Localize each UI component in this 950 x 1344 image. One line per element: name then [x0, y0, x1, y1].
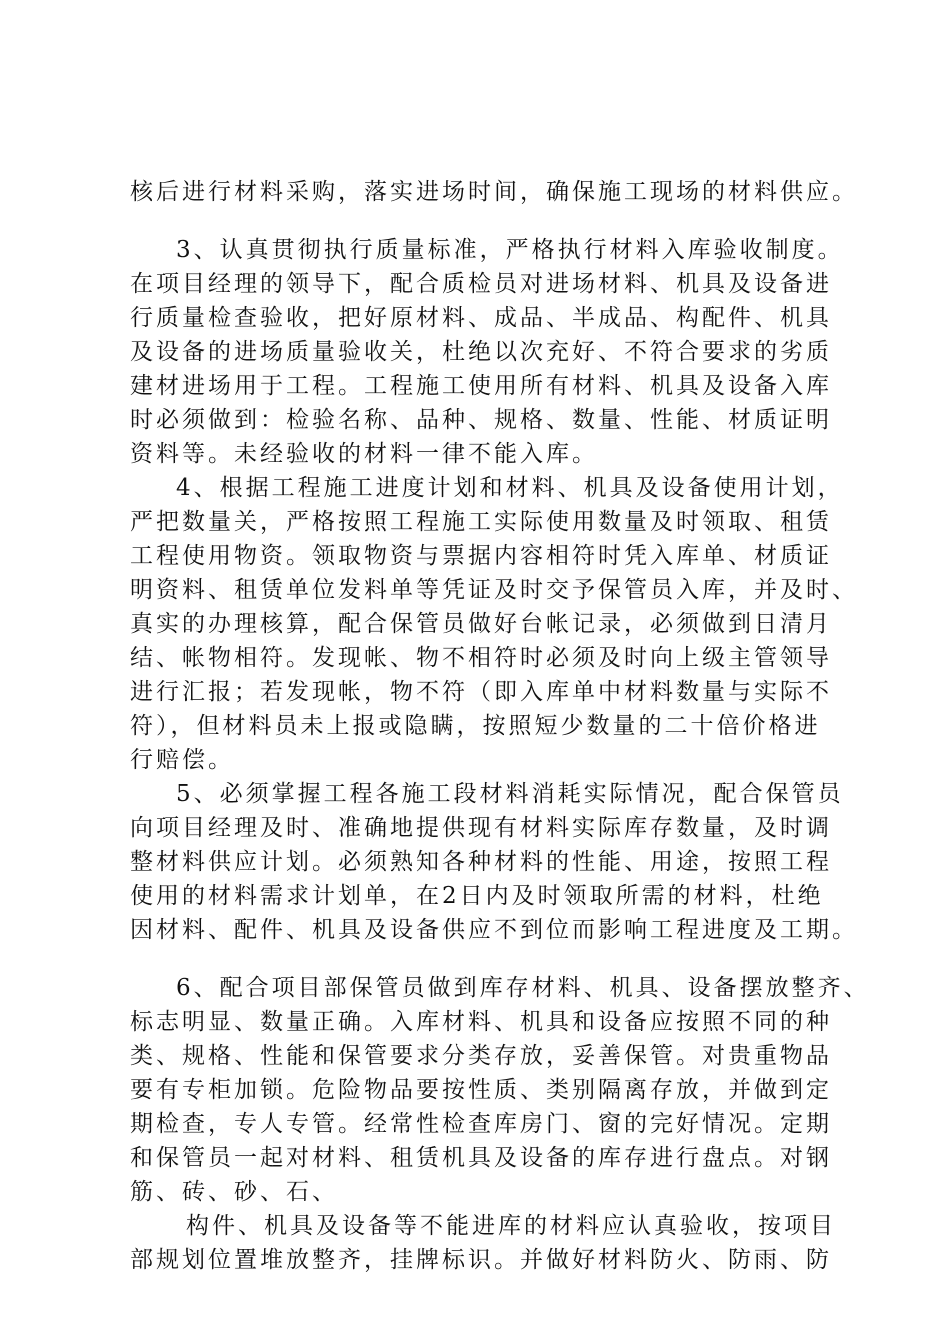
text-line: 要有专柜加锁。危险物品要按性质、类别隔离存放，并做到定 — [130, 1077, 832, 1103]
text-line: 使用的材料需求计划单，在2日内及时领取所需的材料，杜绝 — [130, 883, 824, 909]
text-line: 期检查，专人专管。经常性检查库房门、窗的完好情况。定期 — [130, 1111, 832, 1137]
paragraph-first-line: 5、必须掌握工程各施工段材料消耗实际情况，配合保管员 — [176, 781, 844, 807]
text-line: 明资料、租赁单位发料单等凭证及时交予保管员入库，并及时、 — [130, 577, 858, 603]
text-line: 工程使用物资。领取物资与票据内容相符时凭入库单、材质证 — [130, 543, 832, 569]
text-line: 资料等。未经验收的材料一律不能入库。 — [130, 441, 598, 467]
paragraph-first-line: 构件、机具及设备等不能进库的材料应认真验收，按项目 — [186, 1213, 836, 1239]
text-line: 建材进场用于工程。工程施工使用所有材料、机具及设备入库 — [130, 373, 832, 399]
text-line: 和保管员一起对材料、租赁机具及设备的库存进行盘点。对钢 — [130, 1145, 832, 1171]
text-line: 严把数量关，严格按照工程施工实际使用数量及时领取、租赁 — [130, 509, 832, 535]
text-line: 整材料供应计划。必须熟知各种材料的性能、用途，按照工程 — [130, 849, 832, 875]
text-line: 行赔偿。 — [130, 747, 234, 773]
text-line: 时必须做到：检验名称、品种、规格、数量、性能、材质证明 — [130, 407, 832, 433]
text-line: 及设备的进场质量验收关，杜绝以次充好、不符合要求的劣质 — [130, 339, 832, 365]
text-line: 进行汇报；若发现帐，物不符（即入库单中材料数量与实际不 — [130, 679, 832, 705]
text-line: 筋、砖、砂、石、 — [130, 1179, 338, 1205]
paragraph-first-line: 4、根据工程施工进度计划和材料、机具及设备使用计划， — [176, 475, 844, 501]
text-line: 类、规格、性能和保管要求分类存放，妥善保管。对贵重物品 — [130, 1043, 832, 1069]
text-line: 行质量检查验收，把好原材料、成品、半成品、构配件、机具 — [130, 305, 832, 331]
text-line: 向项目经理及时、准确地提供现有材料实际库存数量，及时调 — [130, 815, 832, 841]
text-line: 真实的办理核算，配合保管员做好台帐记录，必须做到日清月 — [130, 611, 832, 637]
text-line: 结、帐物相符。发现帐、物不相符时必须及时向上级主管领导 — [130, 645, 832, 671]
text-line: 核后进行材料采购，落实进场时间，确保施工现场的材料供应。 — [130, 179, 858, 205]
text-line: 符），但材料员未上报或隐瞒，按照短少数量的二十倍价格进 — [130, 713, 821, 739]
text-line: 因材料、配件、机具及设备供应不到位而影响工程进度及工期。 — [130, 917, 858, 943]
paragraph-first-line: 6、配合项目部保管员做到库存材料、机具、设备摆放整齐、 — [176, 975, 870, 1001]
paragraph-first-line: 3、认真贯彻执行质量标准，严格执行材料入库验收制度。 — [176, 237, 844, 263]
text-line: 在项目经理的领导下，配合质检员对进场材料、机具及设备进 — [130, 271, 832, 297]
text-line: 部规划位置堆放整齐，挂牌标识。并做好材料防火、防雨、防 — [130, 1247, 832, 1273]
text-line: 标志明显、数量正确。入库材料、机具和设备应按照不同的种 — [130, 1009, 832, 1035]
